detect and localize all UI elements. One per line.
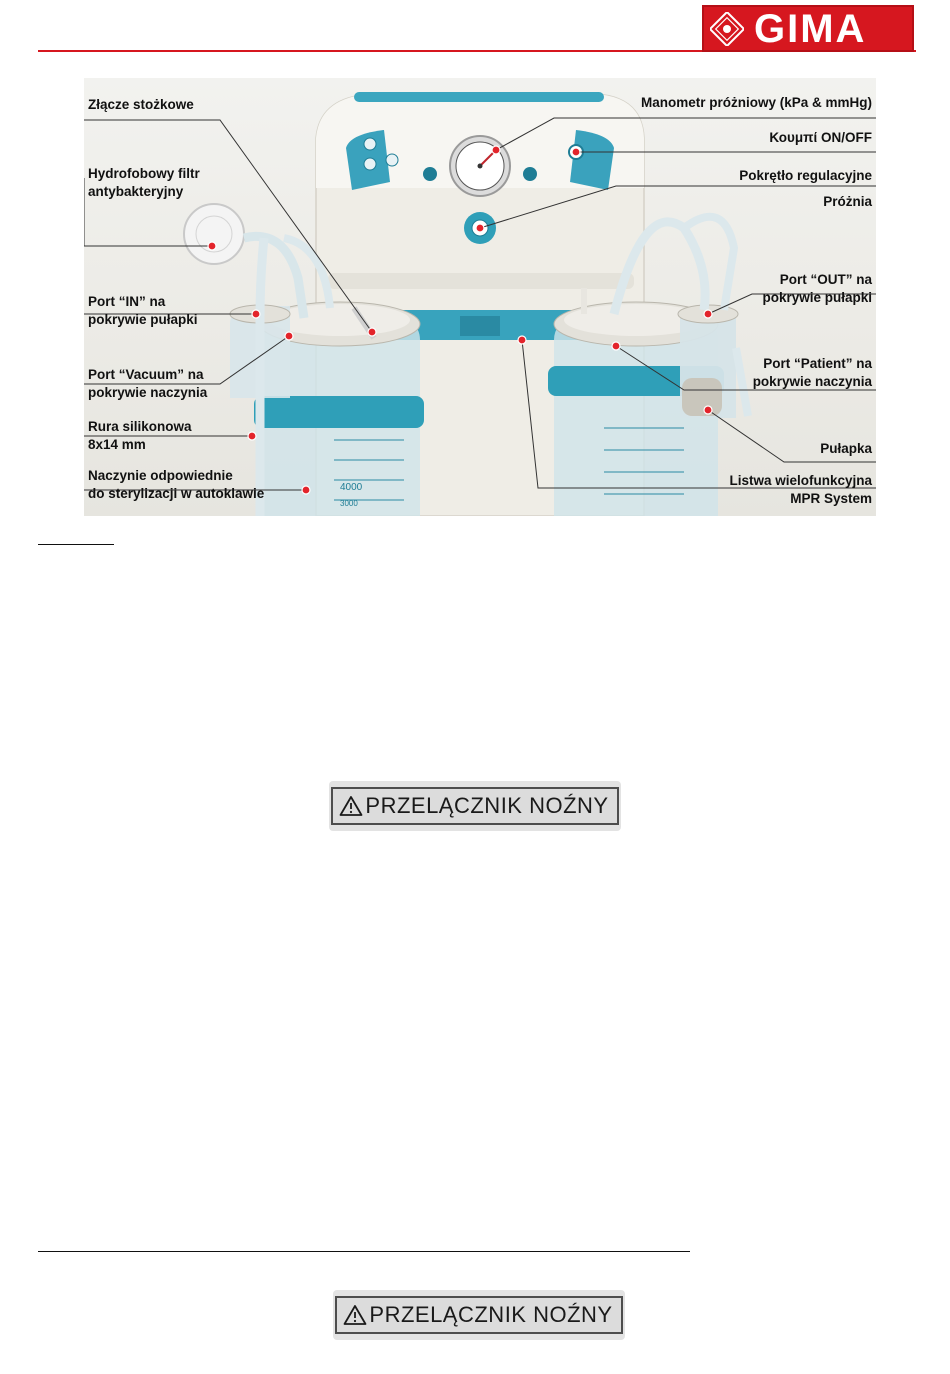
callout-rail-line1: Listwa wielofunkcyjna [729, 473, 872, 488]
callout-knob-line2: Próżnia [823, 194, 872, 209]
warning-badge-frame [331, 787, 618, 825]
scale-marking: 4000 [340, 482, 363, 493]
warning-triangle-icon [339, 795, 363, 817]
warning-text: PRZELĄCZNIK NOŹNY [365, 793, 609, 818]
warning-triangle-icon [343, 1304, 367, 1326]
callout-vessel-line1: Naczynie odpowiednie [88, 468, 233, 483]
callout-port-vacuum-line1: Port “Vacuum” na [88, 367, 204, 382]
section-rule-short [38, 544, 114, 545]
callout-port-out-line2: pokrywie pułapki [762, 290, 872, 305]
callout-onoff: Κουμπί ON/OFF [769, 130, 872, 145]
gima-diamond-icon [710, 12, 744, 46]
callout-conical-connector: Złącze stożkowe [88, 97, 194, 112]
gima-logo [702, 5, 914, 52]
callout-port-in-line1: Port “IN” na [88, 294, 166, 309]
warning-badge [329, 781, 621, 831]
callout-vessel-line2: do sterylizacji w autoklawie [88, 486, 265, 501]
device-figure [84, 78, 876, 516]
callout-silicone-tube-line1: Rura silikonowa [88, 419, 192, 434]
callout-trap: Pułapka [820, 441, 872, 456]
callout-knob-line1: Pokrętło regulacyjne [739, 168, 872, 183]
callout-manometer: Manometr próżniowy (kPa & mmHg) [640, 95, 872, 110]
callout-port-patient-line1: Port “Patient” na [763, 356, 872, 371]
warning-text: PRZELĄCZNIK NOŹNY [369, 1302, 613, 1327]
brand-name: GIMA [754, 6, 867, 51]
warning-badge [333, 1290, 625, 1340]
scale-marking: 3000 [340, 499, 358, 508]
callout-silicone-tube-line2: 8x14 mm [88, 437, 146, 452]
callout-port-in-line2: pokrywie pułapki [88, 312, 198, 327]
warning-badge-frame [335, 1296, 622, 1334]
callout-port-out-line1: Port “OUT” na [779, 272, 872, 287]
section-rule-long [38, 1251, 690, 1252]
device-illustration [84, 78, 876, 516]
callout-filter-line2: antybakteryjny [88, 184, 184, 199]
callout-rail-line2: MPR System [790, 491, 872, 506]
callout-port-patient-line2: pokrywie naczynia [752, 374, 872, 389]
callout-filter-line1: Hydrofobowy filtr [88, 166, 200, 181]
callout-port-vacuum-line2: pokrywie naczynia [88, 385, 208, 400]
